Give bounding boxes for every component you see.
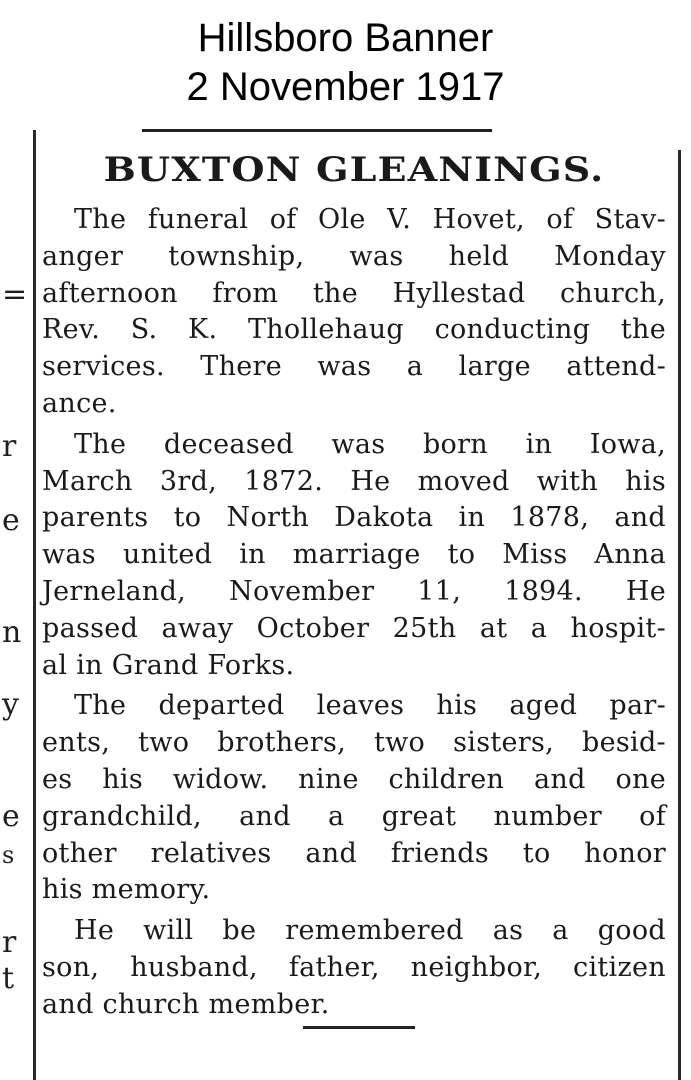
article-paragraph bbox=[42, 913, 666, 1023]
text-line: The deceased was born in Iowa, bbox=[74, 428, 666, 460]
article-end-rule bbox=[303, 1026, 415, 1029]
text-line: other relatives and friends to honor bbox=[42, 837, 666, 869]
left-column-fragment: s bbox=[2, 841, 15, 869]
text-line: and church member. bbox=[42, 988, 330, 1020]
left-column-fragment: t bbox=[2, 961, 15, 996]
left-column-fragment: e bbox=[2, 503, 20, 538]
text-line: March 3rd, 1872. He moved with his bbox=[42, 465, 666, 497]
left-column-fragment: r bbox=[2, 429, 17, 464]
text-line: afternoon from the Hyllestad church, bbox=[42, 277, 666, 309]
text-line: The funeral of Ole V. Hovet, of Stav- bbox=[74, 204, 666, 235]
text-line: Jerneland, November 11, 1894. He bbox=[42, 575, 666, 607]
text-line: Rev. S. K. Thollehaug conducting the bbox=[42, 314, 666, 346]
text-line: es his widow. nine children and one bbox=[42, 763, 666, 795]
text-line: was united in marriage to Miss Anna bbox=[42, 539, 666, 571]
text-line: parents to North Dakota in 1878, and bbox=[42, 502, 666, 534]
text-line: He will be remembered as a good bbox=[74, 915, 666, 947]
article-paragraph bbox=[42, 688, 666, 909]
publication-date: 2 November 1917 bbox=[186, 65, 505, 109]
article-paragraph bbox=[42, 202, 666, 423]
document-header bbox=[0, 14, 691, 112]
text-line: passed away October 25th at a hospit- bbox=[42, 612, 666, 644]
left-column-fragment: = bbox=[2, 277, 28, 312]
article-headline: BUXTON GLEANINGS. bbox=[103, 150, 605, 190]
text-line: ance. bbox=[42, 387, 117, 419]
left-column-fragment: n bbox=[2, 615, 22, 650]
publication-name: Hillsboro Banner bbox=[197, 16, 494, 60]
text-line: services. There was a large attend- bbox=[42, 351, 666, 383]
text-line: anger township, was held Monday bbox=[42, 240, 666, 272]
left-column-fragment: y bbox=[2, 687, 19, 722]
article bbox=[42, 148, 666, 1024]
text-line: his memory. bbox=[42, 874, 211, 906]
text-line: ents, two brothers, two sisters, besid- bbox=[42, 727, 666, 759]
left-column-rule bbox=[33, 130, 36, 1080]
text-line: al in Grand Forks. bbox=[42, 649, 295, 681]
text-line: The departed leaves his aged par- bbox=[74, 690, 666, 722]
left-column-fragment: r bbox=[2, 925, 17, 960]
right-column-rule bbox=[678, 150, 681, 1080]
article-paragraph bbox=[42, 427, 666, 685]
left-column-fragment: e bbox=[2, 799, 20, 834]
text-line: grandchild, and a great number of bbox=[42, 800, 666, 832]
text-line: son, husband, father, neighbor, citizen bbox=[42, 951, 666, 983]
headline-top-rule bbox=[142, 129, 492, 132]
